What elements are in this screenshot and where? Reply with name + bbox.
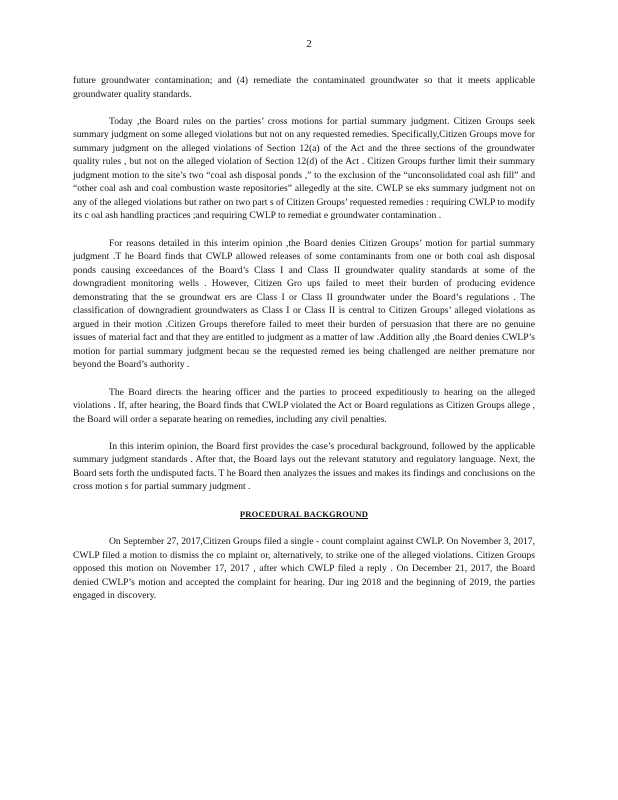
- paragraph-procedural-background: On September 27, 2017,Citizen Groups filed a single - count complaint against CWLP. On November 3, 2017, CWLP filed a motion to dismiss the co mplaint or, alternatively, to strike one of the alleged violations. Citizen Groups opposed this motion on November 17, 2017 , after which CWLP filed a reply . On December 21, 2017, the Board denied CWLP’s motion and accepted the complaint for hearing. Dur ing 2018 and the beginning of 2019, the parties engaged in discovery.: [73, 536, 535, 602]
- paragraph-continuation: future groundwater contamination; and (4) remediate the contaminated groundwater so that it meets applicable groundwater quality standards.: [73, 75, 535, 100]
- document-body: [73, 74, 535, 616]
- paragraph-board-denies: For reasons detailed in this interim opinion ,the Board denies Citizen Groups’ motion for partial summary judgment .T he Board finds that CWLP allowed releases of some contaminants from one or both coal ash disposal ponds causing exceedances of the Board’s Class I and Class II groundwater quality standards at some of the downgradient monitoring wells . However, Citizen Gro ups failed to meet their burden of producing evidence demonstrating that the se groundwat ers are Class I or Class II groundwater under the Board’s regulations . The classification of downgradient groundwaters as Class I or Class II is central to Citizen Groups’ alleged violations as argued in their motion .Citizen Groups therefore failed to meet their burden of persuasion that there are no genuine issues of material fact and that they are entitled to judgment as a matter of law .Addition ally ,the Board denies CWLP’s motion for partial summary judgment becau se the requested remed ies being challenged are neither premature nor beyond the Board’s authority .: [73, 237, 535, 371]
- paragraph-opinion-outline: In this interim opinion, the Board first provides the case’s procedural background, followed by the applicable summary judgment standards . After that, the Board lays out the relevant statutory and regulatory language. Next, the Board sets forth the undisputed facts. T he Board then analyzes the issues and makes its findings and conclusions on the cross motion s for partial summary judgment .: [73, 440, 535, 493]
- paragraph-hearing-directive: The Board directs the hearing officer and the parties to proceed expeditiously to hearing on the alleged violations . If, after hearing, the Board finds that CWLP violated the Act or Board regulations as Citizen Groups allege , the Board will order a separate hearing on remedies, including any civil penalties.: [73, 386, 535, 425]
- paragraph-cross-motions: Today ,the Board rules on the parties’ cross motions for partial summary judgment. Citizen Groups seek summary judgment on some alleged violations but not on any requested remedies. Specifically,Citizen Groups move for summary judgment on the alleged violations of Section 12(a) of the Act and the three sections of the groundwater quality rules , but not on the alleged violation of Section 12(d) of the Act . Citizen Groups further limit their summary judgment motion to the site’s two “coal ash disposal ponds ,” to the exclusion of the “unconsolidated coal ash fill” and “other coal ash and coal combustion waste repositories” allegedly at the site. CWLP se eks summary judgment not on any of the alleged violations but rather on two part s of Citizen Groups’ requested remedies : requiring CWLP to modify its c oal ash handling practices ;and requiring CWLP to remediat e groundwater contamination .: [73, 115, 535, 222]
- section-heading-text: PROCEDURAL BACKGROUND: [239, 508, 369, 519]
- page-number: 2: [306, 38, 312, 50]
- section-heading: [73, 508, 535, 522]
